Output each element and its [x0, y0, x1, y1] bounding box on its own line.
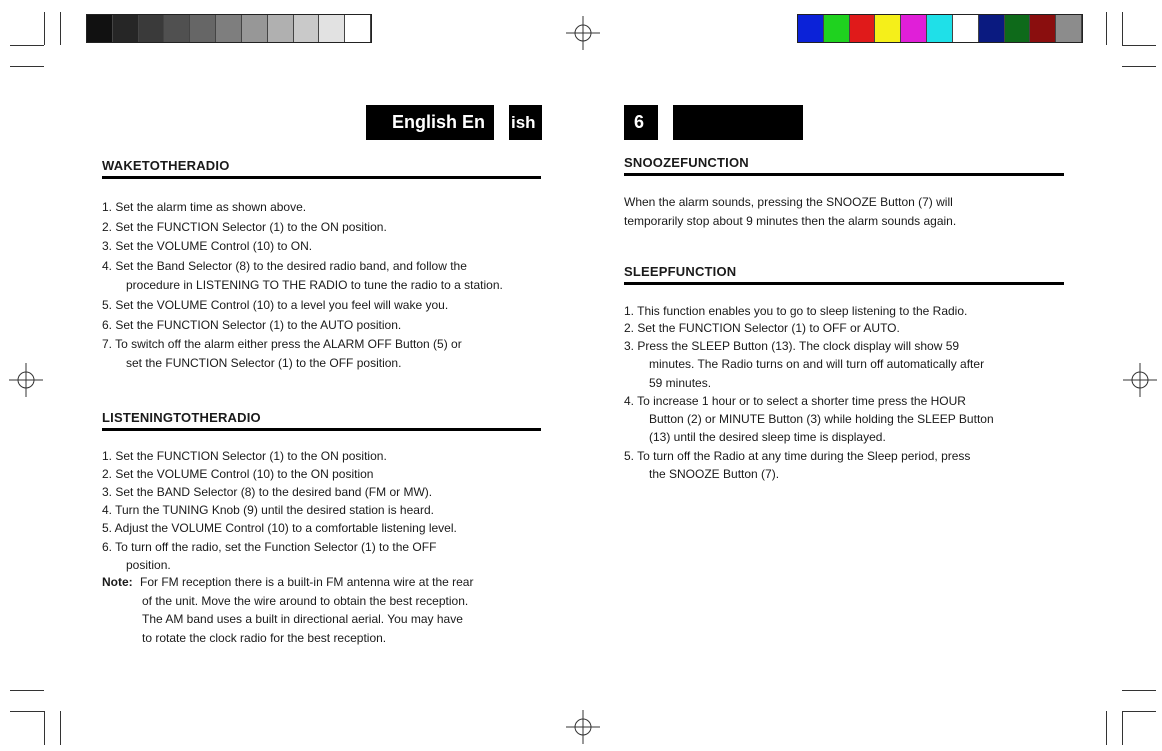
crop-mark	[10, 66, 44, 67]
text-line: 2. Set the FUNCTION Selector (1) to OFF or AUTO.	[624, 321, 900, 335]
color-swatch	[345, 15, 371, 42]
text-line: minutes. The Radio turns on and will turn off automatically after	[649, 357, 985, 371]
text-line: 2. Set the FUNCTION Selector (1) to the ON position.	[102, 220, 387, 234]
text-line: (13) until the desired sleep time is displayed.	[649, 430, 886, 444]
section-heading-listening: LISTENINGTOTHERADIO	[102, 410, 541, 431]
text-line: When the alarm sounds, pressing the SNOOZE Button (7) will	[624, 195, 953, 209]
crop-mark	[44, 12, 45, 45]
crop-mark	[1122, 12, 1123, 45]
text-line: 1. Set the alarm time as shown above.	[102, 200, 307, 214]
text-line: 5. Adjust the VOLUME Control (10) to a comfortable listening level.	[102, 521, 457, 535]
text-line: 4. Turn the TUNING Knob (9) until the desired station is heard.	[102, 503, 434, 517]
text-line: 5. To turn off the Radio at any time during the Sleep period, press	[624, 449, 971, 463]
text-line: 5. Set the VOLUME Control (10) to a level you feel will wake you.	[102, 298, 449, 312]
text-line: The AM band uses a built in directional aerial. You may have	[142, 612, 463, 626]
text-line: 3. Press the SLEEP Button (13). The clock display will show 59	[624, 339, 960, 353]
color-swatch	[139, 15, 165, 42]
registration-target-icon	[566, 16, 600, 50]
text-line: position.	[126, 558, 171, 572]
crop-mark	[1122, 45, 1156, 46]
crop-mark	[44, 711, 45, 745]
language-tab-title: English En	[392, 112, 486, 132]
text-line: 3. Set the BAND Selector (8) to the desired band (FM or MW).	[102, 485, 433, 499]
color-swatch	[1005, 15, 1031, 42]
text-line: procedure in LISTENING TO THE RADIO to tune the radio to a station.	[126, 278, 503, 292]
page-number: 6	[634, 112, 645, 132]
color-swatch	[319, 15, 345, 42]
color-swatch	[798, 15, 824, 42]
color-swatch	[875, 15, 901, 42]
text-line: 6. To turn off the radio, set the Function Selector (1) to the OFF	[102, 540, 437, 554]
color-swatch	[164, 15, 190, 42]
text-line: 1. This function enables you to go to sleep listening to the Radio.	[624, 304, 968, 318]
crop-mark	[10, 45, 44, 46]
page-number-tab	[624, 105, 658, 140]
text-line: of the unit. Move the wire around to obtain the best reception.	[142, 594, 469, 608]
registration-target-icon	[9, 363, 43, 397]
color-swatch	[242, 15, 268, 42]
language-tab	[366, 105, 494, 140]
registration-target-icon	[566, 710, 600, 744]
crop-mark	[1106, 711, 1107, 745]
crop-mark	[1106, 12, 1107, 45]
color-swatch	[850, 15, 876, 42]
text-line: 6. Set the FUNCTION Selector (1) to the AUTO position.	[102, 318, 402, 332]
text-line: the SNOOZE Button (7).	[649, 467, 780, 481]
crop-mark	[1122, 711, 1156, 712]
text-line: 59 minutes.	[649, 376, 712, 390]
color-swatch	[927, 15, 953, 42]
color-swatch	[1030, 15, 1056, 42]
text-line: 7. To switch off the alarm either press the ALARM OFF Button (5) or	[102, 337, 462, 351]
text-line: 2. Set the VOLUME Control (10) to the ON position	[102, 467, 374, 481]
color-swatch	[294, 15, 320, 42]
text-line: Button (2) or MINUTE Button (3) while holding the SLEEP Button	[649, 412, 994, 426]
color-swatch	[979, 15, 1005, 42]
color-swatch	[87, 15, 113, 42]
color-swatch	[1056, 15, 1082, 42]
color-swatch	[268, 15, 294, 42]
crop-mark	[1122, 690, 1156, 691]
crop-mark	[1122, 711, 1123, 745]
text-line: 4. Set the Band Selector (8) to the desired radio band, and follow the	[102, 259, 467, 273]
color-calibration-bar	[797, 14, 1083, 43]
text-line: 3. Set the VOLUME Control (10) to ON.	[102, 239, 313, 253]
text-line: 4. To increase 1 hour or to select a shorter time press the HOUR	[624, 394, 966, 408]
language-tab-overlay-text: ish	[511, 113, 536, 132]
crop-mark	[1122, 66, 1156, 67]
registration-target-icon	[1123, 363, 1157, 397]
text-line: temporarily stop about 9 minutes then the alarm sounds again.	[624, 214, 957, 228]
crop-mark	[60, 711, 61, 745]
note-label: Note:	[102, 575, 133, 589]
crop-mark	[10, 711, 44, 712]
section-heading-sleep: SLEEPFUNCTION	[624, 264, 1064, 285]
crop-mark	[10, 690, 44, 691]
color-swatch	[113, 15, 139, 42]
text-line: 1. Set the FUNCTION Selector (1) to the ON position.	[102, 449, 387, 463]
grayscale-calibration-bar	[86, 14, 372, 43]
color-swatch	[216, 15, 242, 42]
header-black-block	[673, 105, 803, 140]
color-swatch	[901, 15, 927, 42]
color-swatch	[190, 15, 216, 42]
section-heading-snooze: SNOOZEFUNCTION	[624, 155, 1064, 176]
crop-mark	[60, 12, 61, 45]
text-line: For FM reception there is a built-in FM antenna wire at the rear	[140, 575, 474, 589]
language-tab-overlay	[509, 105, 542, 140]
text-line: set the FUNCTION Selector (1) to the OFF position.	[126, 356, 402, 370]
color-swatch	[824, 15, 850, 42]
section-heading-wake: WAKETOTHERADIO	[102, 158, 541, 179]
color-swatch	[953, 15, 979, 42]
text-line: to rotate the clock radio for the best reception.	[142, 631, 387, 645]
